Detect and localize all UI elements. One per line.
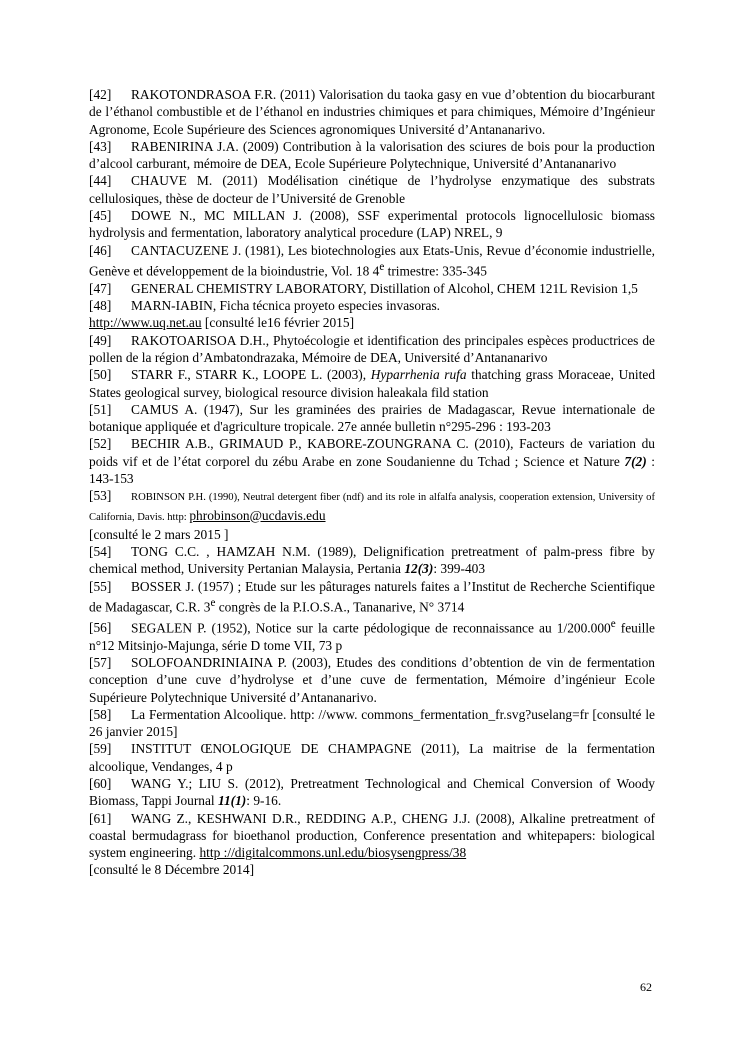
reference-entry: [89, 435, 655, 487]
reference-text: RABENIRINA J.A. (2009) Contribution à la valorisation des sciures de bois pour la production d’alcool carburant, mémoire de DEA, Ecole Supérieure Polytechnique, Université d’Antananarivo: [89, 138, 655, 172]
reference-number: [42]: [89, 87, 112, 102]
reference-entry: [89, 207, 655, 242]
reference-text: [consulté le 2 mars 2015 ]: [89, 526, 229, 542]
reference-number: [55]: [89, 578, 112, 594]
reference-number: [60]: [89, 775, 112, 791]
journal-volume: 11(1): [218, 793, 247, 809]
reference-entry: [89, 616, 655, 654]
superscript: e: [610, 617, 616, 630]
reference-text: : 399-403: [433, 561, 486, 577]
reference-text: GENERAL CHEMISTRY LABORATORY, Distillation of Alcohol, CHEM 121L Revision 1,5: [131, 280, 638, 296]
journal-volume: 12(3): [404, 561, 434, 577]
reference-entry: [89, 578, 655, 616]
reference-text: SOLOFOANDRINIAINA P. (2003), Etudes des conditions d’obtention de vin de fermentation conception d’une cuve d’hydrolyse et d’une cuve de fermentation, Mémoire d’ingénieur Ecole Supérieure Polytechnique Université d’Antananarivo.: [89, 654, 655, 705]
reference-entry: [89, 401, 655, 436]
reference-email[interactable]: phrobinson@ucdavis.edu: [189, 507, 326, 523]
reference-text: BOSSER J. (1957) ; Etude sur les pâturages naturels faites a l’Institut de Recherche Scientifique de Madagascar, C.R. 3: [89, 578, 655, 615]
reference-entry: [89, 86, 655, 138]
superscript: e: [210, 597, 216, 610]
reference-text: SEGALEN P. (1952), Notice sur la carte pédologique de reconnaissance au 1/200.000: [131, 620, 611, 636]
reference-text: CHAUVE M. (2011) Modélisation cinétique de l’hydrolyse enzymatique des substrats cellulosiques, thèse de docteur de l’Université de Grenoble: [89, 173, 655, 206]
superscript: e: [379, 260, 385, 273]
reference-text: [consulté le16 février 2015]: [201, 315, 355, 331]
reference-number: [59]: [89, 741, 112, 757]
reference-entry: [89, 775, 655, 810]
reference-text: TONG C.C. , HAMZAH N.M. (1989), Delignification pretreatment of palm-press fibre by chemical method, University Pertanian Malaysia, Pertania: [89, 544, 655, 577]
reference-text: WANG Z., KESHWANI D.R., REDDING A.P., CHENG J.J. (2008), Alkaline pretreatment of coastal bermudagrass for bioethanol production, Conference presentation and whitepapers: biological system engineering.: [89, 810, 655, 861]
reference-entry: [89, 654, 655, 706]
reference-entry: [89, 366, 655, 401]
reference-text: [consulté le 8 Décembre 2014]: [89, 862, 255, 878]
reference-text: RAKOTOARISOA D.H., Phytoécologie et identification des principales espèces productrices de pollen de la région d’Ambatondrazaka, Mémoire de DEA, Université d’Antananarivo: [89, 332, 655, 365]
reference-link[interactable]: http ://digitalcommons.unl.edu/biosysengpress/38: [199, 845, 467, 861]
reference-entry: [89, 810, 655, 879]
reference-number: [43]: [89, 138, 112, 154]
reference-text: congrès de la P.I.O.S.A., Tananarive, N° 3714: [215, 599, 465, 615]
reference-number: [57]: [89, 654, 112, 670]
reference-entry: [89, 280, 655, 297]
reference-entry: [89, 297, 655, 332]
reference-number: [58]: [89, 706, 112, 722]
reference-text: La Fermentation Alcoolique. http: //www. commons_fermentation_fr.svg?uselang=fr [consulté le 26 janvier 2015]: [89, 706, 655, 740]
reference-number: [56]: [89, 620, 112, 636]
reference-number: [52]: [89, 436, 112, 452]
reference-text: : 9-16.: [246, 793, 282, 809]
reference-text: DOWE N., MC MILLAN J. (2008), SSF experimental protocols lignocellulosic biomass hydrolysis and fermentation, laboratory analytical procedure (LAP) NREL, 9: [89, 208, 655, 241]
reference-number: [49]: [89, 332, 112, 348]
reference-number: [53]: [89, 488, 112, 504]
journal-volume: 7(2): [624, 453, 647, 469]
reference-entry: [89, 242, 655, 280]
reference-entry: [89, 706, 655, 741]
reference-number: [48]: [89, 298, 112, 314]
reference-text: MARN-IABIN, Ficha técnica proyeto especies invasoras.: [131, 298, 441, 314]
reference-entry: [89, 740, 655, 775]
reference-entry: [89, 138, 655, 173]
reference-entry: [89, 487, 655, 543]
reference-entry: [89, 543, 655, 578]
reference-entry: [89, 172, 655, 207]
reference-text: CANTACUZENE J. (1981), Les biotechnologies aux Etats-Unis, Revue d’économie industrielle, Genève et développement de la bioindustrie, Vol. 18 4: [89, 242, 655, 279]
reference-text: RAKOTONDRASOA F.R. (2011) Valorisation du taoka gasy en vue d’obtention du biocarburant de l’éthanol combustible et de l’éthanol en industries chimiques et para chimiques, Mémoire d’Ingénieur Agronome, Ecole Supérieure des Sciences agronomiques Université d’Antananarivo.: [89, 87, 655, 137]
reference-text: BECHIR A.B., GRIMAUD P., KABORE-ZOUNGRANA C. (2010), Facteurs de variation du poids vif et de l’état corporel du zébu Arabe en zone Soudanienne du Tchad ; Science et Nature: [89, 436, 655, 469]
reference-list: [89, 86, 655, 879]
reference-text: ROBINSON P.H. (1990), Neutral detergent fiber (ndf) and its role in alfalfa analysis, cooperation extension, University of California, Davis. http:: [89, 492, 655, 523]
reference-number: [50]: [89, 367, 112, 383]
page-number: 62: [640, 980, 652, 994]
reference-link[interactable]: http://www.uq.net.au: [89, 315, 202, 331]
reference-number: [61]: [89, 810, 112, 826]
reference-text: : 143-153: [89, 453, 655, 486]
reference-number: [54]: [89, 544, 112, 560]
reference-text: STARR F., STARR K., LOOPE L. (2003),: [131, 367, 371, 383]
reference-number: [45]: [89, 208, 112, 224]
reference-number: [46]: [89, 242, 112, 258]
reference-text: trimestre: 335-345: [384, 263, 487, 279]
reference-text: WANG Y.; LIU S. (2012), Pretreatment Technological and Chemical Conversion of Woody Biomass, Tappi Journal: [89, 775, 655, 809]
reference-number: [51]: [89, 401, 112, 417]
reference-number: [47]: [89, 280, 112, 296]
reference-text: CAMUS A. (1947), Sur les graminées des prairies de Madagascar, Revue internationale de botanique appliquée et d'agriculture tropicale. 27e année bulletin n°295-296 : 193-203: [89, 401, 655, 435]
reference-number: [44]: [89, 173, 112, 189]
reference-text: feuille n°12 Mitsinjo-Majunga, série D tome VII, 73 p: [89, 620, 655, 653]
reference-text: thatching grass Moraceae, United States geological survey, biological resource division haleakala fild station: [89, 367, 656, 400]
species-name: Hyparrhenia rufa: [370, 367, 467, 383]
reference-entry: [89, 332, 655, 367]
reference-text: INSTITUT ŒNOLOGIQUE DE CHAMPAGNE (2011), La maitrise de la fermentation alcoolique, Vendanges, 4 p: [89, 741, 655, 774]
